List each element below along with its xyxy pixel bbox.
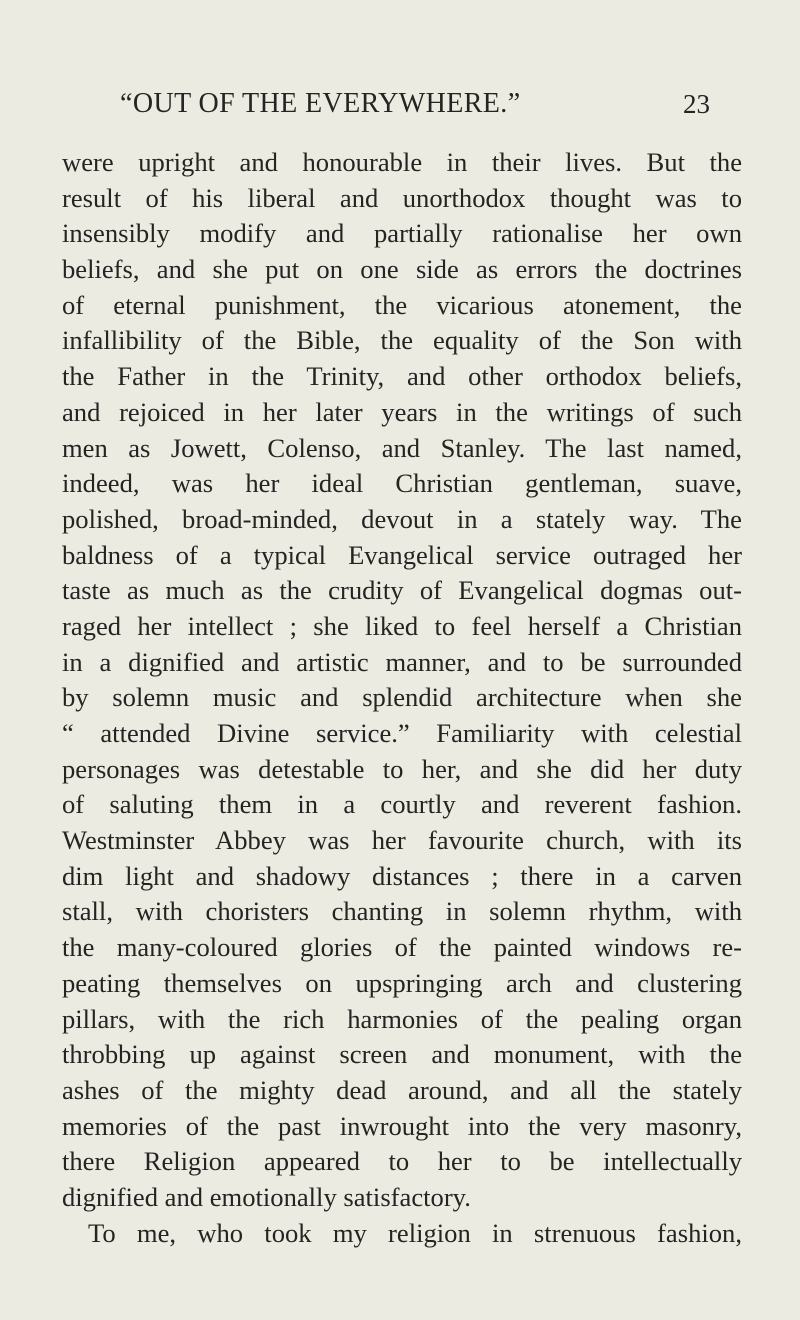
page-number: 23: [683, 89, 710, 119]
text-line: and rejoiced in her later years in the writings of such: [62, 396, 742, 427]
text-line: pillars, with the rich harmonies of the pealing organ: [62, 1003, 742, 1034]
text-line: beliefs, and she put on one side as errors the doctrines: [62, 254, 742, 285]
running-title: “OUT OF THE EVERYWHERE.”: [120, 88, 521, 119]
running-head: [0, 84, 800, 124]
paragraph-end-line: dignified and emotionally satisfactory.: [62, 1181, 471, 1212]
text-line: To me, who took my religion in strenuous fashion,: [88, 1217, 742, 1248]
text-line: throbbing up against screen and monument, with the: [62, 1039, 742, 1070]
text-line: raged her intellect ; she liked to feel herself a Christian: [62, 610, 742, 641]
body-text: [62, 145, 742, 1251]
text-line: peating themselves on upspringing arch and clustering: [62, 967, 742, 998]
text-line: were upright and honourable in their lives. But the: [62, 147, 742, 177]
text-line: infallibility of the Bible, the equality of the Son with: [62, 325, 742, 356]
text-line: stall, with choristers chanting in solemn rhythm, with: [62, 896, 742, 927]
text-line: of saluting them in a courtly and reverent fashion.: [62, 789, 742, 820]
text-line: taste as much as the crudity of Evangelical dogmas out-: [62, 575, 742, 606]
text-line: men as Jowett, Colenso, and Stanley. The last named,: [62, 432, 742, 463]
text-line: of eternal punishment, the vicarious atonement, the: [62, 289, 742, 320]
text-line: baldness of a typical Evangelical service outraged her: [62, 539, 742, 570]
text-line: polished, broad-minded, devout in a stately way. The: [62, 503, 742, 534]
text-line: personages was detestable to her, and she did her duty: [62, 753, 742, 784]
text-line: there Religion appeared to her to be intellectually: [62, 1146, 742, 1177]
text-line: Westminster Abbey was her favourite church, with its: [62, 825, 742, 856]
text-line: dim light and shadowy distances ; there in a carven: [62, 860, 742, 891]
text-line: insensibly modify and partially rationalise her own: [62, 218, 742, 249]
text-line: the many-coloured glories of the painted windows re-: [62, 932, 742, 963]
text-line: result of his liberal and unorthodox thought was to: [62, 182, 742, 213]
text-line: memories of the past inwrought into the very masonry,: [62, 1110, 742, 1141]
text-line: “ attended Divine service.” Familiarity with celestial: [62, 718, 742, 748]
text-line: by solemn music and splendid architecture when she: [62, 682, 742, 713]
text-line: indeed, was her ideal Christian gentleman, suave,: [62, 468, 742, 499]
text-line: the Father in the Trinity, and other orthodox beliefs,: [62, 361, 742, 392]
text-line: ashes of the mighty dead around, and all the stately: [62, 1074, 742, 1105]
text-line: in a dignified and artistic manner, and to be surrounded: [62, 646, 742, 677]
